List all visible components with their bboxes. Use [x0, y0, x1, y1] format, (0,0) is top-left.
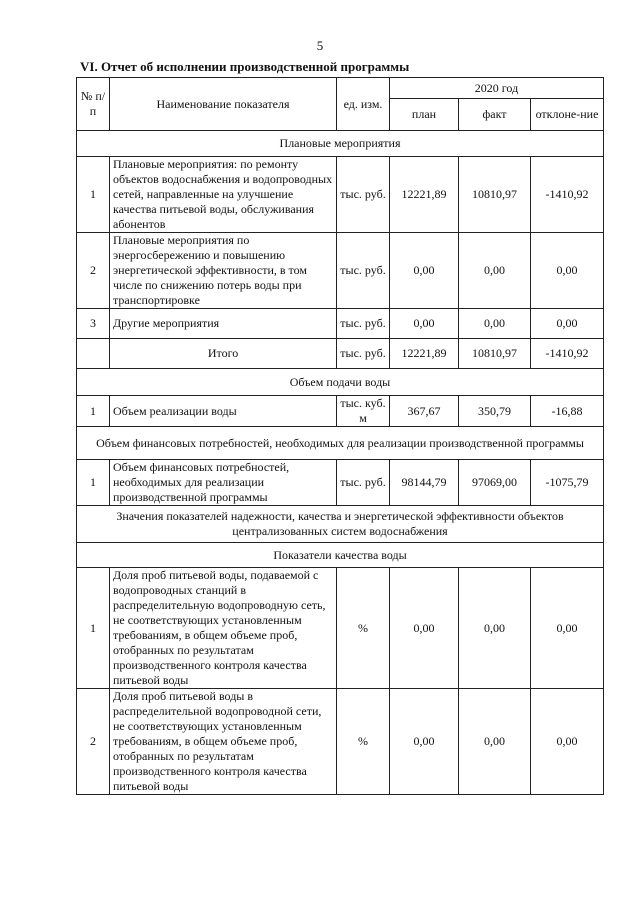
- row-unit: тыс. куб. м: [337, 396, 390, 427]
- row-plan: 12221,89: [390, 157, 459, 233]
- table-row: [77, 689, 604, 795]
- table-row: [77, 568, 604, 689]
- row-num: 1: [77, 396, 110, 427]
- header-fact: факт: [459, 99, 531, 131]
- row-deviation: 0,00: [531, 233, 604, 309]
- table-row: [77, 157, 604, 233]
- total-name: Итого: [110, 339, 337, 369]
- row-name: Плановые мероприятия: по ремонту объектов водоснабжения и водопроводных сетей, направленные на улучшение качества питьевой воды, обслуживания абонентов: [110, 157, 337, 233]
- row-fact: 0,00: [459, 689, 531, 795]
- production-program-report-table: [76, 77, 604, 795]
- row-plan: 0,00: [390, 689, 459, 795]
- row-deviation: 0,00: [531, 309, 604, 339]
- row-deviation: 0,00: [531, 689, 604, 795]
- section-heading: VI. Отчет об исполнении производственной программы: [80, 59, 410, 74]
- row-fact: 10810,97: [459, 157, 531, 233]
- row-fact: 350,79: [459, 396, 531, 427]
- section-reliability: Значения показателей надежности, качества и энергетической эффективности объектов централизованных систем водоснабжения: [77, 506, 604, 543]
- table-row: [77, 396, 604, 427]
- page-number: 5: [316, 38, 324, 53]
- row-num: 1: [77, 157, 110, 233]
- total-plan: 12221,89: [390, 339, 459, 369]
- total-deviation: -1410,92: [531, 339, 604, 369]
- row-unit: %: [337, 568, 390, 689]
- row-num: 1: [77, 568, 110, 689]
- row-fact: 0,00: [459, 233, 531, 309]
- row-unit: тыс. руб.: [337, 233, 390, 309]
- row-deviation: -1075,79: [531, 460, 604, 506]
- section-row: [77, 506, 604, 543]
- table-header-row: [77, 78, 604, 99]
- section-row: [77, 427, 604, 460]
- row-name: Объем реализации воды: [110, 396, 337, 427]
- row-name: Объем финансовых потребностей, необходимых для реализации производственной программы: [110, 460, 337, 506]
- total-unit: тыс. руб.: [337, 339, 390, 369]
- header-num: № п/п: [77, 78, 110, 131]
- section-planned: Плановые мероприятия: [77, 131, 604, 157]
- section-volume: Объем подачи воды: [77, 369, 604, 396]
- row-fact: 0,00: [459, 309, 531, 339]
- row-num: 2: [77, 689, 110, 795]
- row-unit: %: [337, 689, 390, 795]
- row-unit: тыс. руб.: [337, 157, 390, 233]
- row-num: 1: [77, 460, 110, 506]
- header-deviation: отклоне-ние: [531, 99, 604, 131]
- row-fact: 97069,00: [459, 460, 531, 506]
- total-num-empty: [77, 339, 110, 369]
- row-plan: 0,00: [390, 233, 459, 309]
- table-row: [77, 309, 604, 339]
- table-row: [77, 460, 604, 506]
- row-deviation: -16,88: [531, 396, 604, 427]
- header-year: 2020 год: [390, 78, 604, 99]
- row-plan: 367,67: [390, 396, 459, 427]
- row-name: Плановые мероприятия по энергосбережению и повышению энергетической эффективности, в том числе по снижению потерь воды при транспортировке: [110, 233, 337, 309]
- row-fact: 0,00: [459, 568, 531, 689]
- section-row: [77, 543, 604, 568]
- row-unit: тыс. руб.: [337, 309, 390, 339]
- section-finance: Объем финансовых потребностей, необходимых для реализации производственной программы: [77, 427, 604, 460]
- row-name: Доля проб питьевой воды в распределительной водопроводной сети, не соответствующих установленным требованиям, в общем объеме проб, отобранных по результатам производственного контроля качества питьевой воды: [110, 689, 337, 795]
- row-plan: 98144,79: [390, 460, 459, 506]
- row-num: 2: [77, 233, 110, 309]
- row-plan: 0,00: [390, 568, 459, 689]
- row-name: Доля проб питьевой воды, подаваемой с водопроводных станций в распределительную водопроводную сеть, не соответствующих установленным требованиям, в общем объеме проб, отобранных по результатам производственного контроля качества питьевой воды: [110, 568, 337, 689]
- header-plan: план: [390, 99, 459, 131]
- total-fact: 10810,97: [459, 339, 531, 369]
- row-deviation: 0,00: [531, 568, 604, 689]
- row-name: Другие мероприятия: [110, 309, 337, 339]
- row-unit: тыс. руб.: [337, 460, 390, 506]
- header-unit: ед. изм.: [337, 78, 390, 131]
- row-deviation: -1410,92: [531, 157, 604, 233]
- section-row: [77, 131, 604, 157]
- header-name: Наименование показателя: [110, 78, 337, 131]
- row-plan: 0,00: [390, 309, 459, 339]
- row-num: 3: [77, 309, 110, 339]
- total-row: [77, 339, 604, 369]
- table-row: [77, 233, 604, 309]
- section-row: [77, 369, 604, 396]
- section-quality: Показатели качества воды: [77, 543, 604, 568]
